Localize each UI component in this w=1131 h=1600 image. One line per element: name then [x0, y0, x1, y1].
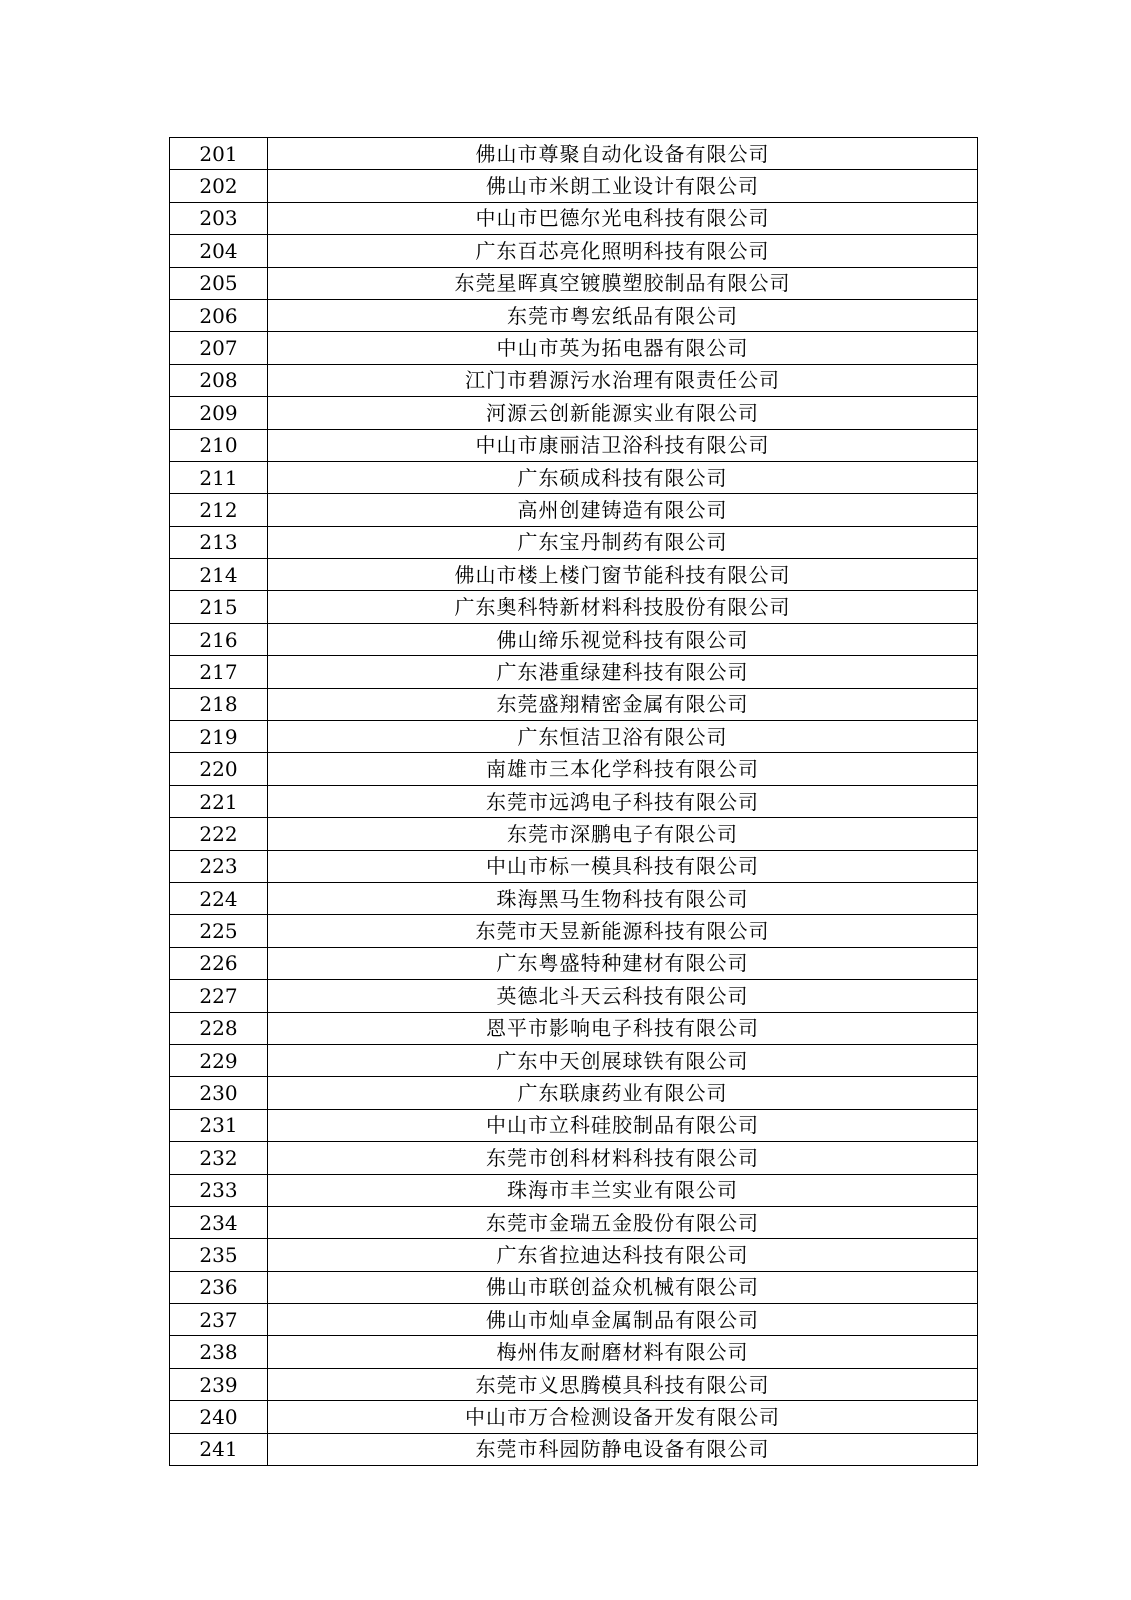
row-number: 210 — [170, 429, 268, 461]
company-name: 中山市立科硅胶制品有限公司 — [268, 1109, 978, 1141]
company-name: 东莞盛翔精密金属有限公司 — [268, 688, 978, 720]
row-number: 218 — [170, 688, 268, 720]
company-name: 珠海市丰兰实业有限公司 — [268, 1174, 978, 1206]
row-number: 225 — [170, 915, 268, 947]
table-row — [170, 882, 978, 914]
company-name: 江门市碧源污水治理有限责任公司 — [268, 364, 978, 396]
table-row — [170, 559, 978, 591]
table-row — [170, 202, 978, 234]
table-row — [170, 1271, 978, 1303]
table-row — [170, 1336, 978, 1368]
table-row — [170, 656, 978, 688]
row-number: 216 — [170, 623, 268, 655]
company-name: 东莞市义思腾模具科技有限公司 — [268, 1368, 978, 1400]
row-number: 204 — [170, 235, 268, 267]
company-name: 广东粤盛特种建材有限公司 — [268, 947, 978, 979]
table-row — [170, 494, 978, 526]
table-row — [170, 980, 978, 1012]
company-list-body — [170, 138, 978, 1466]
table-row — [170, 429, 978, 461]
company-name: 佛山市灿卓金属制品有限公司 — [268, 1304, 978, 1336]
row-number: 206 — [170, 299, 268, 331]
company-name: 中山市标一模具科技有限公司 — [268, 850, 978, 882]
table-row — [170, 1174, 978, 1206]
table-row — [170, 138, 978, 170]
table-row — [170, 1433, 978, 1465]
row-number: 209 — [170, 397, 268, 429]
row-number: 203 — [170, 202, 268, 234]
table-row — [170, 947, 978, 979]
company-name: 广东百芯亮化照明科技有限公司 — [268, 235, 978, 267]
company-name: 东莞市金瑞五金股份有限公司 — [268, 1206, 978, 1238]
table-row — [170, 1401, 978, 1433]
row-number: 226 — [170, 947, 268, 979]
row-number: 224 — [170, 882, 268, 914]
row-number: 214 — [170, 559, 268, 591]
table-row — [170, 526, 978, 558]
row-number: 223 — [170, 850, 268, 882]
row-number: 241 — [170, 1433, 268, 1465]
row-number: 234 — [170, 1206, 268, 1238]
row-number: 222 — [170, 818, 268, 850]
row-number: 208 — [170, 364, 268, 396]
table-row — [170, 915, 978, 947]
company-name: 广东恒洁卫浴有限公司 — [268, 721, 978, 753]
table-row — [170, 235, 978, 267]
company-name: 珠海黑马生物科技有限公司 — [268, 882, 978, 914]
row-number: 238 — [170, 1336, 268, 1368]
row-number: 207 — [170, 332, 268, 364]
row-number: 221 — [170, 785, 268, 817]
company-name: 河源云创新能源实业有限公司 — [268, 397, 978, 429]
row-number: 227 — [170, 980, 268, 1012]
company-name: 佛山市尊聚自动化设备有限公司 — [268, 138, 978, 170]
table-row — [170, 1239, 978, 1271]
company-name: 广东省拉迪达科技有限公司 — [268, 1239, 978, 1271]
company-name: 东莞市远鸿电子科技有限公司 — [268, 785, 978, 817]
company-name: 中山市巴德尔光电科技有限公司 — [268, 202, 978, 234]
company-name: 南雄市三本化学科技有限公司 — [268, 753, 978, 785]
table-row — [170, 818, 978, 850]
table-row — [170, 785, 978, 817]
row-number: 201 — [170, 138, 268, 170]
company-name: 广东硕成科技有限公司 — [268, 461, 978, 493]
table-row — [170, 1044, 978, 1076]
row-number: 229 — [170, 1044, 268, 1076]
company-name: 佛山缔乐视觉科技有限公司 — [268, 623, 978, 655]
row-number: 230 — [170, 1077, 268, 1109]
company-name: 东莞市粤宏纸品有限公司 — [268, 299, 978, 331]
table-row — [170, 332, 978, 364]
table-row — [170, 1142, 978, 1174]
row-number: 231 — [170, 1109, 268, 1141]
company-name: 中山市康丽洁卫浴科技有限公司 — [268, 429, 978, 461]
row-number: 213 — [170, 526, 268, 558]
company-name: 广东中天创展球铁有限公司 — [268, 1044, 978, 1076]
table-row — [170, 170, 978, 202]
company-name: 东莞星晖真空镀膜塑胶制品有限公司 — [268, 267, 978, 299]
table-row — [170, 364, 978, 396]
row-number: 240 — [170, 1401, 268, 1433]
company-name: 东莞市深鹏电子有限公司 — [268, 818, 978, 850]
table-row — [170, 688, 978, 720]
row-number: 228 — [170, 1012, 268, 1044]
company-name: 佛山市米朗工业设计有限公司 — [268, 170, 978, 202]
company-name: 佛山市联创益众机械有限公司 — [268, 1271, 978, 1303]
table-row — [170, 1109, 978, 1141]
row-number: 205 — [170, 267, 268, 299]
row-number: 211 — [170, 461, 268, 493]
company-name: 梅州伟友耐磨材料有限公司 — [268, 1336, 978, 1368]
table-row — [170, 1012, 978, 1044]
company-name: 广东奥科特新材料科技股份有限公司 — [268, 591, 978, 623]
row-number: 232 — [170, 1142, 268, 1174]
row-number: 233 — [170, 1174, 268, 1206]
company-name: 东莞市天昱新能源科技有限公司 — [268, 915, 978, 947]
company-name: 广东宝丹制药有限公司 — [268, 526, 978, 558]
company-name: 中山市万合检测设备开发有限公司 — [268, 1401, 978, 1433]
row-number: 235 — [170, 1239, 268, 1271]
row-number: 237 — [170, 1304, 268, 1336]
row-number: 212 — [170, 494, 268, 526]
row-number: 202 — [170, 170, 268, 202]
row-number: 239 — [170, 1368, 268, 1400]
table-row — [170, 1304, 978, 1336]
company-name: 东莞市创科材料科技有限公司 — [268, 1142, 978, 1174]
table-row — [170, 461, 978, 493]
company-name: 英德北斗天云科技有限公司 — [268, 980, 978, 1012]
company-name: 佛山市楼上楼门窗节能科技有限公司 — [268, 559, 978, 591]
table-row — [170, 299, 978, 331]
table-row — [170, 1206, 978, 1238]
company-name: 中山市英为拓电器有限公司 — [268, 332, 978, 364]
table-row — [170, 591, 978, 623]
table-row — [170, 850, 978, 882]
company-name: 东莞市科园防静电设备有限公司 — [268, 1433, 978, 1465]
table-row — [170, 1077, 978, 1109]
table-row — [170, 623, 978, 655]
row-number: 236 — [170, 1271, 268, 1303]
table-row — [170, 753, 978, 785]
row-number: 219 — [170, 721, 268, 753]
table-row — [170, 721, 978, 753]
row-number: 215 — [170, 591, 268, 623]
company-name: 广东联康药业有限公司 — [268, 1077, 978, 1109]
table-row — [170, 267, 978, 299]
row-number: 220 — [170, 753, 268, 785]
company-list-table — [169, 137, 978, 1466]
company-name: 恩平市影响电子科技有限公司 — [268, 1012, 978, 1044]
row-number: 217 — [170, 656, 268, 688]
company-name: 广东港重绿建科技有限公司 — [268, 656, 978, 688]
table-row — [170, 1368, 978, 1400]
table-row — [170, 397, 978, 429]
company-name: 高州创建铸造有限公司 — [268, 494, 978, 526]
